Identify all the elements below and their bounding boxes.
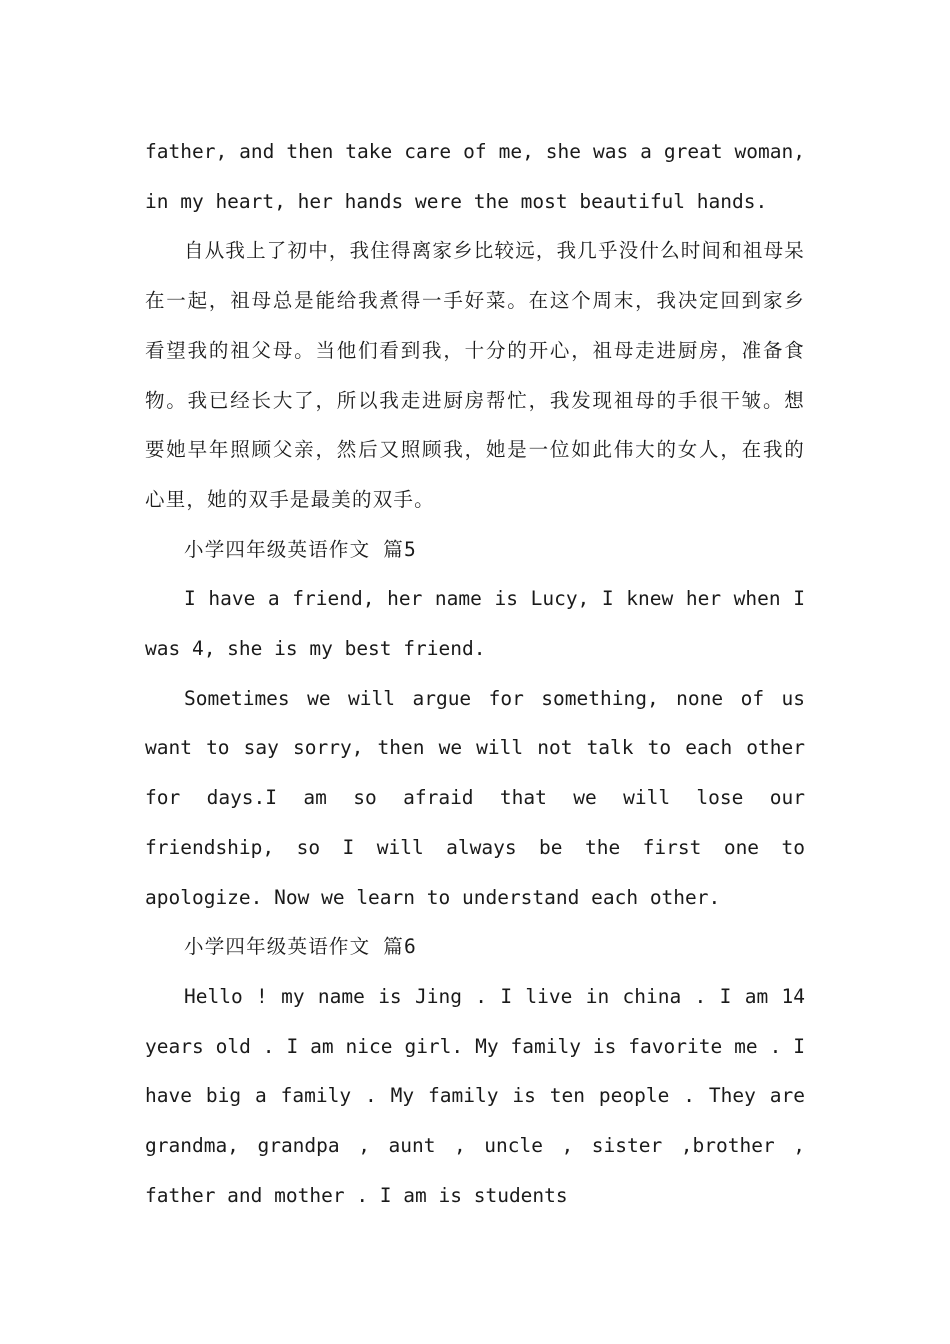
paragraph-essay-6: Hello ! my name is Jing . I live in china . I am 14 years old . I am nice girl. My family is favorite me . I have big a family . My family is ten people . They are grandma, grandpa , aunt , uncle , sister ,brother , father and mother . I am is students	[145, 984, 805, 1207]
paragraph-chinese-translation: 自从我上了初中，我住得离家乡比较远，我几乎没什么时间和祖母呆在一起，祖母总是能给我煮得一手好菜。在这个周末，我决定回到家乡看望我的祖父母。当他们看到我，十分的开心，祖母走进厨房，准备食物。我已经长大了，所以我走进厨房帮忙，我发现祖母的手很干皱。想要她早年照顾父亲，然后又照顾我，她是一位如此伟大的女人，在我的心里，她的双手是最美的双手。	[145, 239, 806, 511]
section-heading-6: 小学四年级英语作文 篇6	[184, 935, 417, 959]
paragraph-continuation: father, and then take care of me, she was a great woman, in my heart, her hands were the most beautiful hands.	[145, 140, 805, 213]
section-heading-5: 小学四年级英语作文 篇5	[184, 537, 417, 561]
paragraph-essay-5-intro: I have a friend, her name is Lucy, I knew her when I was 4, she is my best friend.	[145, 587, 805, 661]
document-body	[145, 127, 805, 1220]
paragraph-essay-5-body: Sometimes we will argue for something, none of us want to say sorry, then we will not talk to each other for days.I am so afraid that we will lose our friendship, so I will always be the first one to apologize. Now we learn to understand each other.	[145, 686, 805, 909]
